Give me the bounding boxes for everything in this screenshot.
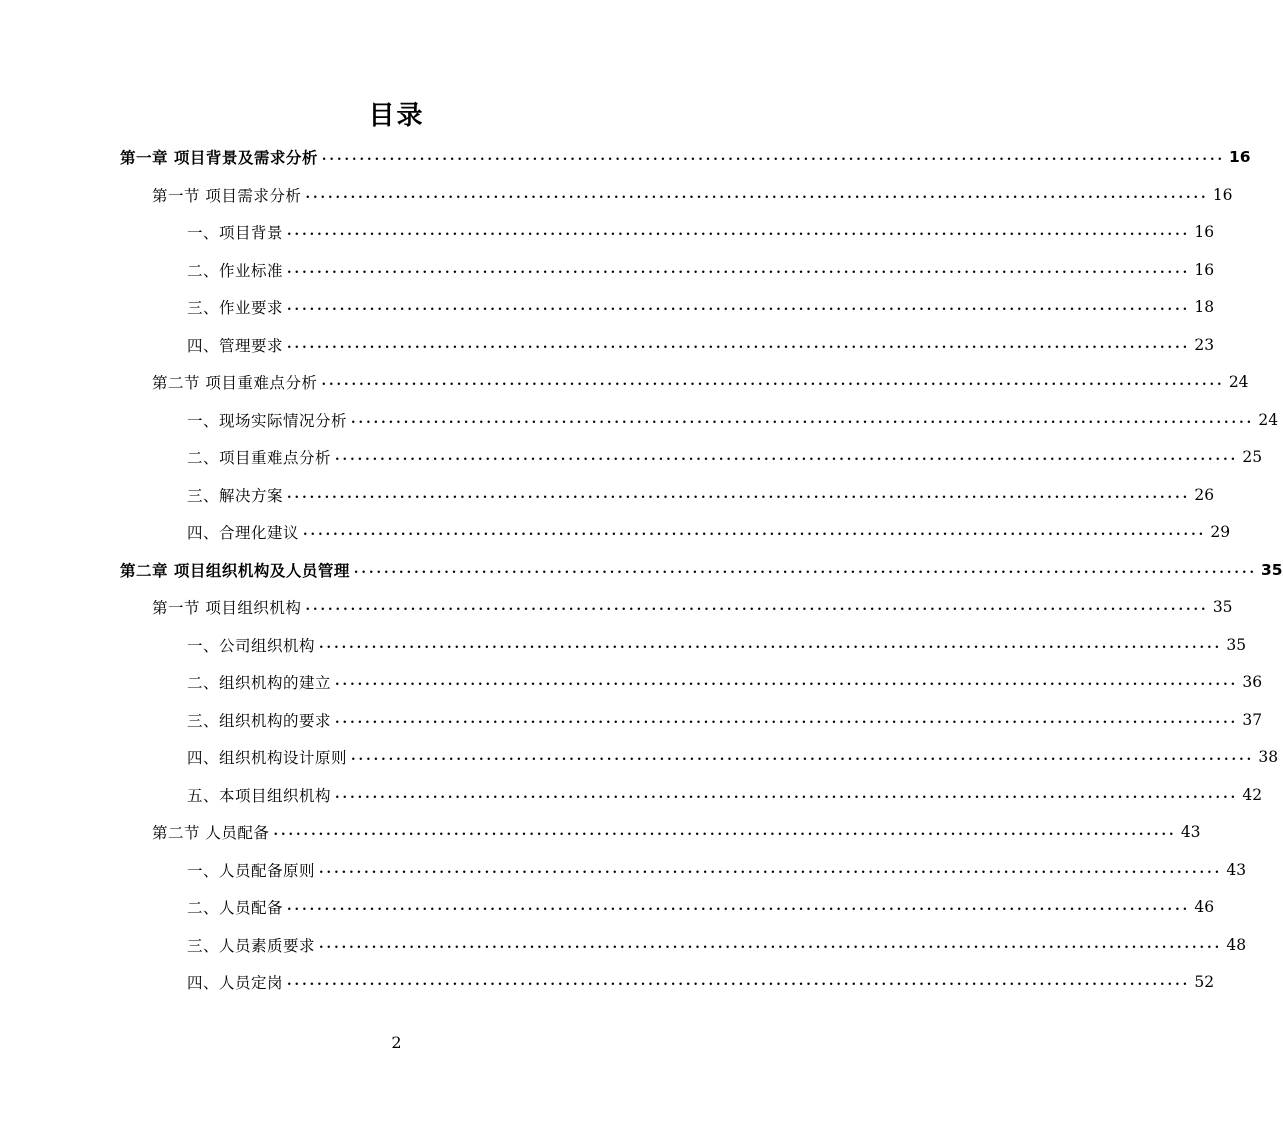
toc-entry-page: 24 (1258, 410, 1279, 429)
toc-entry[interactable] (187, 738, 1279, 776)
toc-dot-leader: ........................................................................................................................ (303, 524, 1207, 539)
toc-entry[interactable] (187, 401, 1279, 439)
toc-entry-label: 二、项目重难点分析 (187, 449, 332, 467)
toc-entry-page: 35 (1226, 635, 1247, 654)
toc-entry-label: 四、人员定岗 (187, 974, 284, 992)
toc-entry-label: 第一章 项目背景及需求分析 (120, 149, 318, 167)
toc-entry-page: 23 (1194, 335, 1215, 354)
toc-dot-leader: ........................................................................................................................ (287, 299, 1191, 314)
toc-entry[interactable] (187, 663, 1263, 701)
toc-dot-leader: ........................................................................................................................ (351, 749, 1255, 764)
toc-entry-page: 16 (1229, 148, 1251, 166)
toc-entry[interactable] (152, 813, 1201, 851)
toc-entry[interactable] (187, 851, 1247, 889)
toc-entry[interactable] (187, 438, 1263, 476)
toc-entry-label: 第一节 项目需求分析 (152, 186, 302, 205)
toc-entry-page: 42 (1242, 785, 1263, 804)
toc-entry-page: 52 (1194, 973, 1215, 991)
toc-entry[interactable] (187, 926, 1247, 964)
toc-entry[interactable] (187, 213, 1215, 251)
toc-entry[interactable] (152, 363, 1249, 401)
toc-dot-leader: ........................................................................................................................ (319, 636, 1223, 652)
toc-entry-label: 三、作业要求 (187, 299, 284, 317)
toc-entry[interactable] (187, 701, 1263, 739)
toc-entry-label: 四、合理化建议 (187, 524, 300, 542)
toc-entry-page: 38 (1258, 748, 1279, 766)
toc-dot-leader: ........................................................................................................................ (287, 974, 1191, 989)
toc-entry[interactable] (187, 776, 1263, 814)
toc-entry-page: 43 (1226, 860, 1247, 879)
toc-dot-leader: ........................................................................................................................ (273, 824, 1177, 839)
toc-entry-page: 48 (1226, 935, 1247, 954)
toc-entry-label: 一、人员配备原则 (187, 861, 316, 880)
toc-entry-label: 四、管理要求 (187, 336, 284, 355)
toc-entry-page: 16 (1212, 185, 1233, 204)
toc-entry[interactable] (187, 513, 1231, 551)
toc-dot-leader: ........................................................................................................................ (351, 411, 1255, 427)
toc-entry-page: 25 (1242, 448, 1263, 466)
toc-dot-leader: ........................................................................................................................ (305, 186, 1209, 202)
toc-dot-leader: ........................................................................................................................ (335, 449, 1239, 464)
toc-dot-leader: ........................................................................................................................ (319, 861, 1223, 877)
toc-dot-leader: ........................................................................................................................ (335, 674, 1239, 689)
toc-entry-label: 第二章 项目组织机构及人员管理 (120, 561, 350, 580)
toc-entry-page: 16 (1194, 223, 1215, 241)
toc-entry[interactable] (187, 251, 1215, 289)
page-number: 2 (391, 1033, 402, 1052)
toc-dot-leader: ........................................................................................................................ (335, 711, 1239, 727)
toc-entry[interactable] (120, 138, 1251, 176)
toc-entry-label: 五、本项目组织机构 (187, 786, 332, 805)
toc-dot-leader: ........................................................................................................................ (321, 149, 1226, 164)
toc-entry[interactable] (187, 288, 1215, 326)
toc-entry[interactable] (187, 626, 1247, 664)
toc-entry-label: 第一节 项目组织机构 (152, 599, 302, 617)
toc-dot-leader: ........................................................................................................................ (287, 261, 1191, 277)
toc-dot-leader: ........................................................................................................................ (305, 599, 1209, 614)
toc-entry-page: 35 (1261, 560, 1283, 579)
toc-entry-label: 二、人员配备 (187, 899, 284, 917)
toc-entry-page: 36 (1242, 673, 1263, 691)
toc-dot-leader: ........................................................................................................................ (287, 486, 1191, 502)
toc-entry-page: 18 (1194, 298, 1215, 316)
toc-entry-page: 43 (1180, 823, 1201, 841)
toc-entry-label: 第二节 人员配备 (152, 824, 270, 842)
toc-dot-leader: ........................................................................................................................ (287, 224, 1191, 239)
toc-entry-label: 四、组织机构设计原则 (187, 749, 348, 767)
toc-entry-page: 37 (1242, 710, 1263, 729)
toc-dot-leader: ........................................................................................................................ (287, 336, 1191, 352)
toc-entry-label: 三、组织机构的要求 (187, 711, 332, 730)
toc-entry-label: 二、作业标准 (187, 261, 284, 280)
toc-entry[interactable] (152, 588, 1233, 626)
toc-dot-leader: ........................................................................................................................ (287, 899, 1191, 914)
toc-entry-label: 一、现场实际情况分析 (187, 411, 348, 430)
toc-entry-label: 三、解决方案 (187, 486, 284, 505)
toc-entry[interactable] (120, 551, 1283, 589)
toc-entry-page: 26 (1194, 485, 1215, 504)
toc-entry[interactable] (187, 476, 1215, 514)
toc-entry-page: 35 (1212, 598, 1233, 616)
toc-entry-page: 29 (1210, 523, 1231, 541)
toc-entry-page: 46 (1194, 898, 1215, 916)
toc-entry-label: 第二节 项目重难点分析 (152, 374, 318, 392)
toc-entry-page: 16 (1194, 260, 1215, 279)
toc-entry[interactable] (187, 326, 1215, 364)
toc-entry-label: 二、组织机构的建立 (187, 674, 332, 692)
toc-dot-leader: ........................................................................................................................ (319, 936, 1223, 952)
toc-dot-leader: ........................................................................................................................ (321, 374, 1225, 389)
toc-entry[interactable] (187, 888, 1215, 926)
toc-entry-label: 一、项目背景 (187, 224, 284, 242)
toc-entry-label: 三、人员素质要求 (187, 936, 316, 955)
toc-dot-leader: ........................................................................................................................ (353, 561, 1258, 577)
toc-entry-label: 一、公司组织机构 (187, 636, 316, 655)
toc-entry-page: 24 (1228, 373, 1249, 391)
toc-entry[interactable] (187, 963, 1215, 1001)
toc-dot-leader: ........................................................................................................................ (335, 786, 1239, 802)
page-title: 目录 (368, 101, 425, 131)
toc-entry[interactable] (152, 176, 1233, 214)
